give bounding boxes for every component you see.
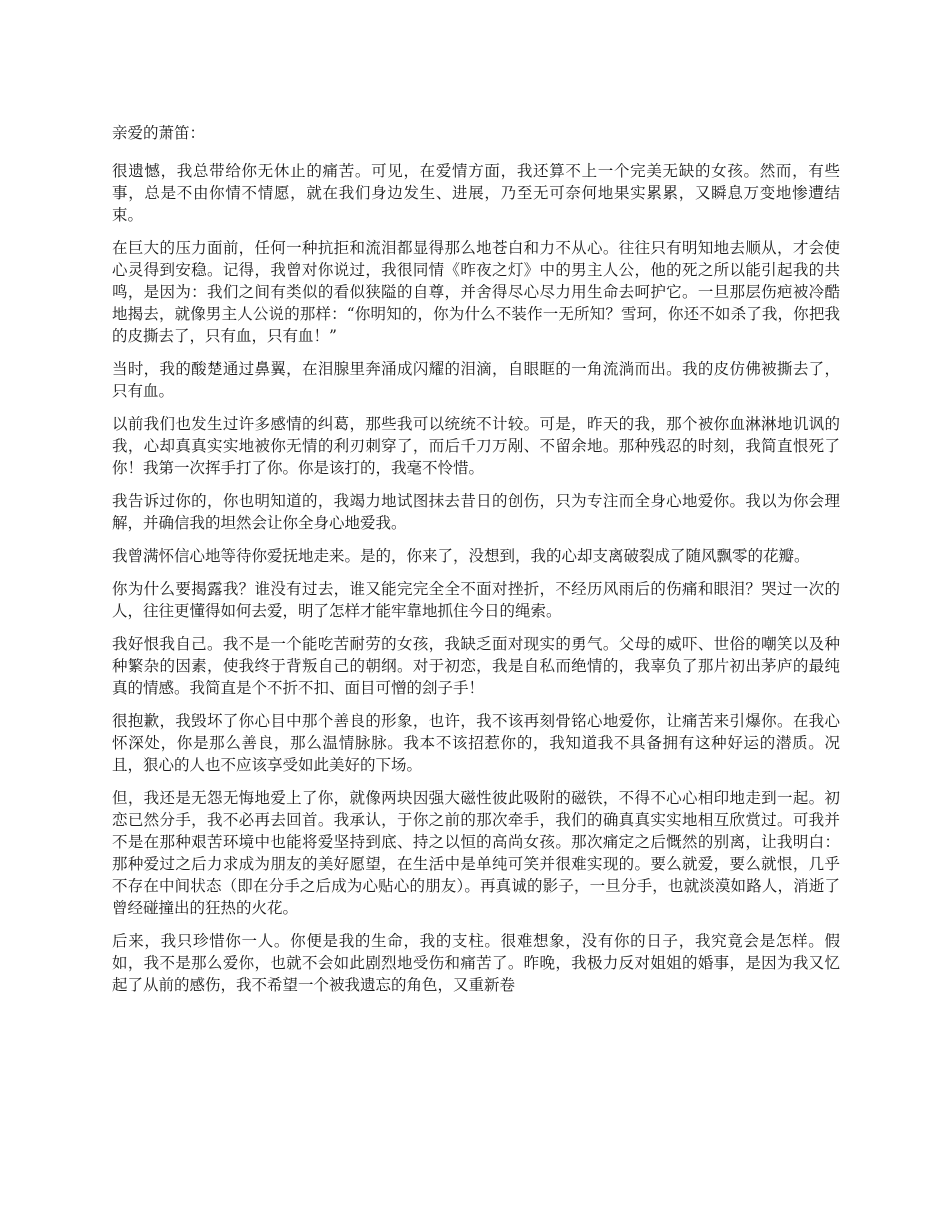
letter-paragraph-11: 后来，我只珍惜你一人。你便是我的生命，我的支柱。很难想象，没有你的日子，我究竟会是怎样。假如，我不是那么爱你，也就不会如此剧烈地受伤和痛苦了。昨晚，我极力反对姐姐的婚事，是因为我又忆起了从前的感伤，我不希望一个被我遗忘的角色，又重新卷 <box>112 932 840 994</box>
letter-paragraph-8: 我好恨我自己。我不是一个能吃苦耐劳的女孩，我缺乏面对现实的勇气。父母的威吓、世俗的嘲笑以及种种繁杂的因素，使我终于背叛自己的朝纲。对于初恋，我是自私而绝情的，我辜负了那片初出茅庐的最纯真的情感。我简直是个不折不扣、面目可憎的刽子手！ <box>112 635 840 697</box>
letter-paragraph-9: 很抱歉，我毁坏了你心目中那个善良的形象，也许，我不该再刻骨铭心地爱你，让痛苦来引爆你。在我心怀深处，你是那么善良，那么温情脉脉。我本不该招惹你的，我知道我不具备拥有这种好运的潜质。况且，狠心的人也不应该享受如此美好的下场。 <box>112 712 840 774</box>
letter-paragraph-10: 但，我还是无怨无悔地爱上了你，就像两块因强大磁性彼此吸附的磁铁，不得不心心相印地走到一起。初恋已然分手，我不必再去回首。我承认，于你之前的那次牵手，我们的确真真实实地相互欣赏过。可我并不是在那种艰苦环境中也能将爱坚持到底、持之以恒的高尚女孩。那次痛定之后慨然的别离，让我明白：那种爱过之后力求成为朋友的美好愿望，在生活中是单纯可笑并很难实现的。要么就爱，要么就恨，几乎不存在中间状态（即在分手之后成为心贴心的朋友）。再真诚的影子，一旦分手，也就淡漠如路人，消逝了曾经碰撞出的狂热的火花。 <box>112 789 840 917</box>
letter-salutation: 亲爱的萧笛： <box>112 124 206 142</box>
letter-paragraph-7: 你为什么要揭露我？谁没有过去，谁又能完完全全不面对挫折，不经历风雨后的伤痛和眼泪？哭过一次的人，往往更懂得如何去爱，明了怎样才能牢靠地抓住今日的绳索。 <box>112 580 840 620</box>
letter-paragraph-5: 我告诉过你的，你也明知道的，我竭力地试图抹去昔日的创伤，只为专注而全身心地爱你。我以为你会理解，并确信我的坦然会让你全身心地爱我。 <box>112 492 840 532</box>
letter-paragraph-1: 很遗憾，我总带给你无休止的痛苦。可见，在爱情方面，我还算不上一个完美无缺的女孩。然而，有些事，总是不由你情不情愿，就在我们身边发生、进展，乃至无可奈何地果实累累，又瞬息万变地惨遭结束。 <box>112 162 840 224</box>
letter-paragraph-3: 当时，我的酸楚通过鼻翼，在泪腺里奔涌成闪耀的泪滴，自眼眶的一角流淌而出。我的皮仿佛被撕去了，只有血。 <box>112 360 840 400</box>
letter-paragraph-4: 以前我们也发生过许多感情的纠葛，那些我可以统统不计较。可是，昨天的我，那个被你血淋淋地讥讽的我，心却真真实实地被你无情的利刃刺穿了，而后千刀万剐、不留余地。那种残忍的时刻，我简直恨死了你！我第一次挥手打了你。你是该打的，我毫不怜惜。 <box>112 415 840 477</box>
letter-paragraph-2: 在巨大的压力面前，任何一种抗拒和流泪都显得那么地苍白和力不从心。往往只有明知地去顺从，才会使心灵得到安稳。记得，我曾对你说过，我很同情《昨夜之灯》中的男主人公，他的死之所以能引起我的共鸣，是因为：我们之间有类似的看似狭隘的自尊，并舍得尽心尽力用生命去呵护它。一旦那层伤疤被冷酷地揭去，就像男主人公说的那样：“你明知的，你为什么不装作一无所知？雪珂，你还不如杀了我，你把我的皮撕去了，只有血，只有血！” <box>112 239 840 345</box>
letter-paragraph-6: 我曾满怀信心地等待你爱抚地走来。是的，你来了，没想到，我的心却支离破裂成了随风飘零的花瓣。 <box>112 547 810 565</box>
letter-document <box>112 122 840 1007</box>
